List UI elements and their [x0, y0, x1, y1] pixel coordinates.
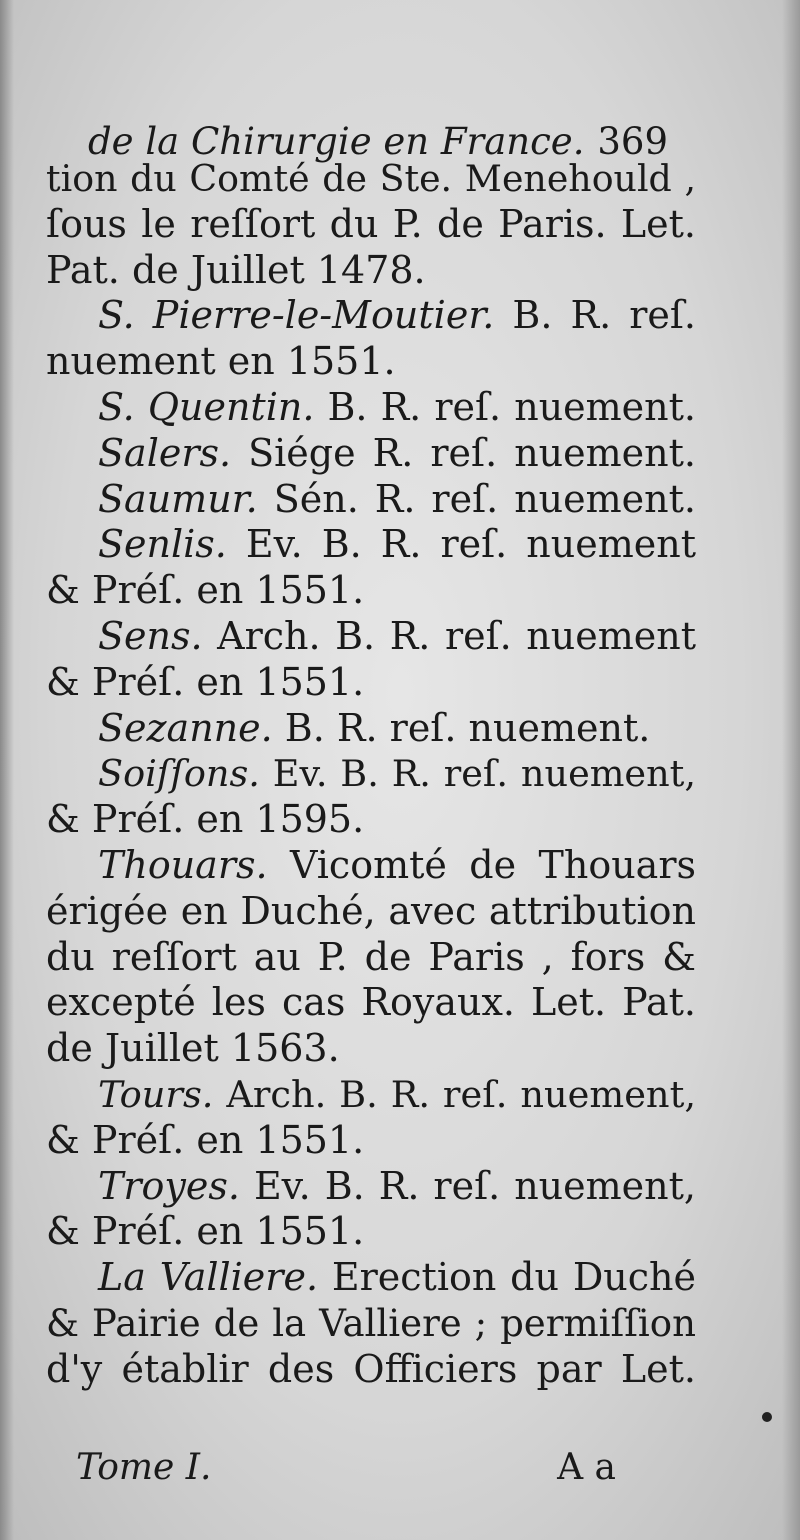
text-line [46, 568, 696, 614]
place-name: Saumur. [98, 476, 258, 521]
line-text: ſous le reſſort du P. de Paris. Let. [46, 201, 696, 246]
entry-text: B. R. reſ. nuement. [272, 705, 651, 750]
entry-line [46, 477, 696, 523]
line-text: Pat. de Juillet 1478. [46, 247, 426, 292]
entry-line [46, 1255, 696, 1301]
place-name: Thouars. [98, 842, 268, 887]
volume-label: Tome I. [76, 1447, 212, 1488]
entry-line [46, 1164, 696, 1210]
entry-line [46, 431, 696, 477]
entry-text: Erection du Duché [318, 1255, 696, 1300]
entry-text: Siége R. reſ. nuement. [231, 430, 696, 475]
line-text: & Préſ. en 1551. [46, 1209, 365, 1254]
entry-text: Vicomté de Thouars [267, 842, 696, 887]
place-name: Senlis. [98, 522, 227, 567]
text-line [46, 889, 696, 935]
entry-text: Sén. R. reſ. nuement. [257, 476, 696, 521]
entry-line [46, 293, 696, 339]
line-text: érigée en Duché, avec attribution [46, 888, 696, 933]
entry-line [46, 751, 696, 797]
entry-line [46, 843, 696, 889]
line-text: du reſſort au P. de Paris , fors & [46, 934, 696, 979]
line-text: de Juillet 1563. [46, 1026, 340, 1071]
entry-text: Arch. B. R. reſ. nuement [202, 613, 696, 658]
text-line [46, 1026, 696, 1072]
text-line [46, 980, 696, 1026]
entry-text: Ev. B. R. reſ. nuement [226, 522, 696, 567]
place-name: Sezanne. [98, 705, 273, 750]
place-name: Salers. [98, 430, 232, 475]
ink-dot [762, 1412, 772, 1422]
entry-line [46, 1072, 696, 1118]
entry-line [46, 614, 696, 660]
place-name: S. Quentin. [98, 384, 315, 429]
page-number: 369 [597, 120, 668, 163]
entry-line [46, 706, 696, 752]
place-name: Sens. [98, 613, 203, 658]
entry-text: Arch. B. R. reſ. nuement, [213, 1072, 696, 1116]
text-line [46, 202, 696, 248]
place-name: Troyes. [98, 1163, 240, 1208]
text-line [46, 660, 696, 706]
place-name: Tours. [98, 1072, 214, 1116]
line-text: tion du Comté de Ste. Menehould , [46, 157, 696, 200]
line-text: excepté les cas Royaux. Let. Pat. [46, 980, 696, 1025]
text-line [46, 248, 696, 294]
running-title: de la Chirurgie en France. [88, 120, 585, 163]
entry-line [46, 385, 696, 431]
place-name: La Valliere. [98, 1255, 319, 1300]
text-line [46, 1301, 696, 1347]
line-text: & Préſ. en 1551. [46, 1117, 365, 1162]
text-line [46, 1347, 696, 1393]
page-body [46, 156, 696, 1393]
page-footer [76, 1443, 616, 1493]
entry-text: Ev. B. R. reſ. nuement, [239, 1163, 696, 1208]
text-line [46, 935, 696, 981]
line-text: & Préſ. en 1551. [46, 659, 365, 704]
text-line [46, 1118, 696, 1164]
text-line [46, 797, 696, 843]
entry-text: B. R. reſ. nuement. [314, 384, 696, 429]
place-name: Soiſſons. [98, 752, 260, 796]
line-text: & Préſ. en 1595. [46, 797, 365, 842]
line-text: nuement en 1551. [46, 339, 396, 384]
entry-text: Ev. B. R. reſ. nuement, [259, 752, 696, 796]
text-line [46, 1209, 696, 1255]
entry-text: B. R. reſ. [494, 293, 696, 338]
place-name: S. Pierre-le-Moutier. [98, 293, 495, 338]
line-text: & Pairie de la Valliere ; permiſſion [46, 1301, 696, 1345]
signature-mark: A a [557, 1447, 616, 1488]
text-line [46, 156, 696, 202]
entry-line [46, 522, 696, 568]
text-line [46, 339, 696, 385]
line-text: d'y établir des Officiers par Let. [46, 1346, 696, 1391]
line-text: & Préſ. en 1551. [46, 568, 365, 613]
